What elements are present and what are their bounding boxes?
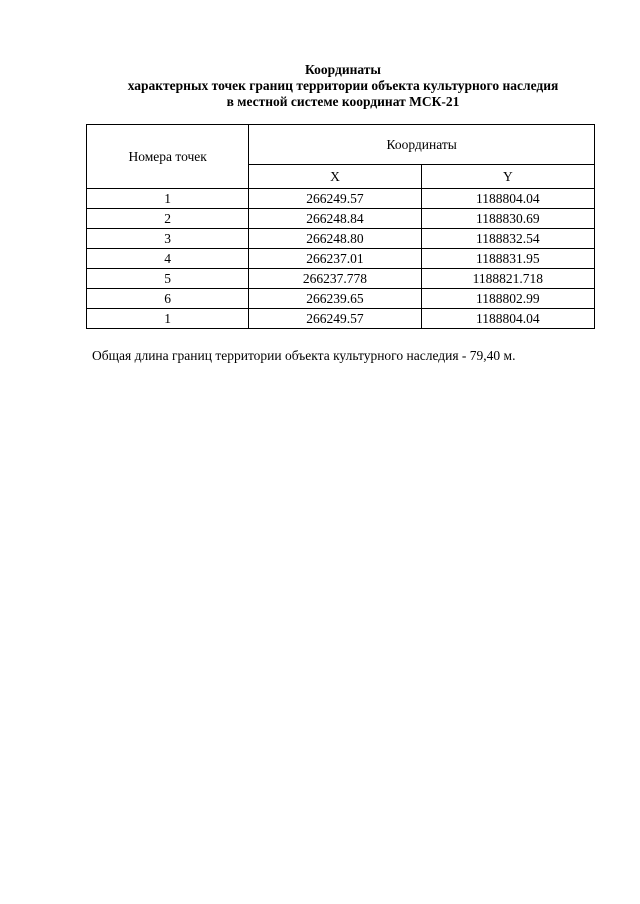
y-cell: 1188802.99 — [421, 289, 594, 309]
title-line-1: Координаты — [305, 62, 381, 77]
point-number-cell: 1 — [87, 189, 249, 209]
point-number-cell: 4 — [87, 249, 249, 269]
table-row — [87, 269, 595, 289]
coordinates-table — [86, 124, 595, 329]
boundary-length-note: Общая длина границ территории объекта культурного наследия - 79,40 м. — [92, 348, 516, 363]
header-y: Y — [421, 165, 594, 189]
table-row — [87, 189, 595, 209]
table-row — [87, 249, 595, 269]
point-number-cell: 5 — [87, 269, 249, 289]
y-cell: 1188832.54 — [421, 229, 594, 249]
x-cell: 266237.01 — [249, 249, 421, 269]
point-number-cell: 1 — [87, 309, 249, 329]
table-row — [87, 229, 595, 249]
x-cell: 266249.57 — [249, 309, 421, 329]
table-row — [87, 209, 595, 229]
point-number-cell: 6 — [87, 289, 249, 309]
y-cell: 1188804.04 — [421, 309, 594, 329]
header-point-numbers: Номера точек — [87, 125, 249, 189]
y-cell: 1188831.95 — [421, 249, 594, 269]
y-cell: 1188804.04 — [421, 189, 594, 209]
point-number-cell: 3 — [87, 229, 249, 249]
header-x: X — [249, 165, 421, 189]
table-row — [87, 289, 595, 309]
y-cell: 1188821.718 — [421, 269, 594, 289]
point-number-cell: 2 — [87, 209, 249, 229]
title-line-3: в местной системе координат МСК-21 — [226, 94, 460, 109]
x-cell: 266248.80 — [249, 229, 421, 249]
title-line-2: характерных точек границ территории объекта культурного наследия — [127, 78, 559, 93]
x-cell: 266249.57 — [249, 189, 421, 209]
header-coordinates: Координаты — [249, 125, 595, 165]
document-title — [0, 62, 640, 110]
y-cell: 1188830.69 — [421, 209, 594, 229]
table-row — [87, 309, 595, 329]
x-cell: 266237.778 — [249, 269, 421, 289]
x-cell: 266248.84 — [249, 209, 421, 229]
x-cell: 266239.65 — [249, 289, 421, 309]
